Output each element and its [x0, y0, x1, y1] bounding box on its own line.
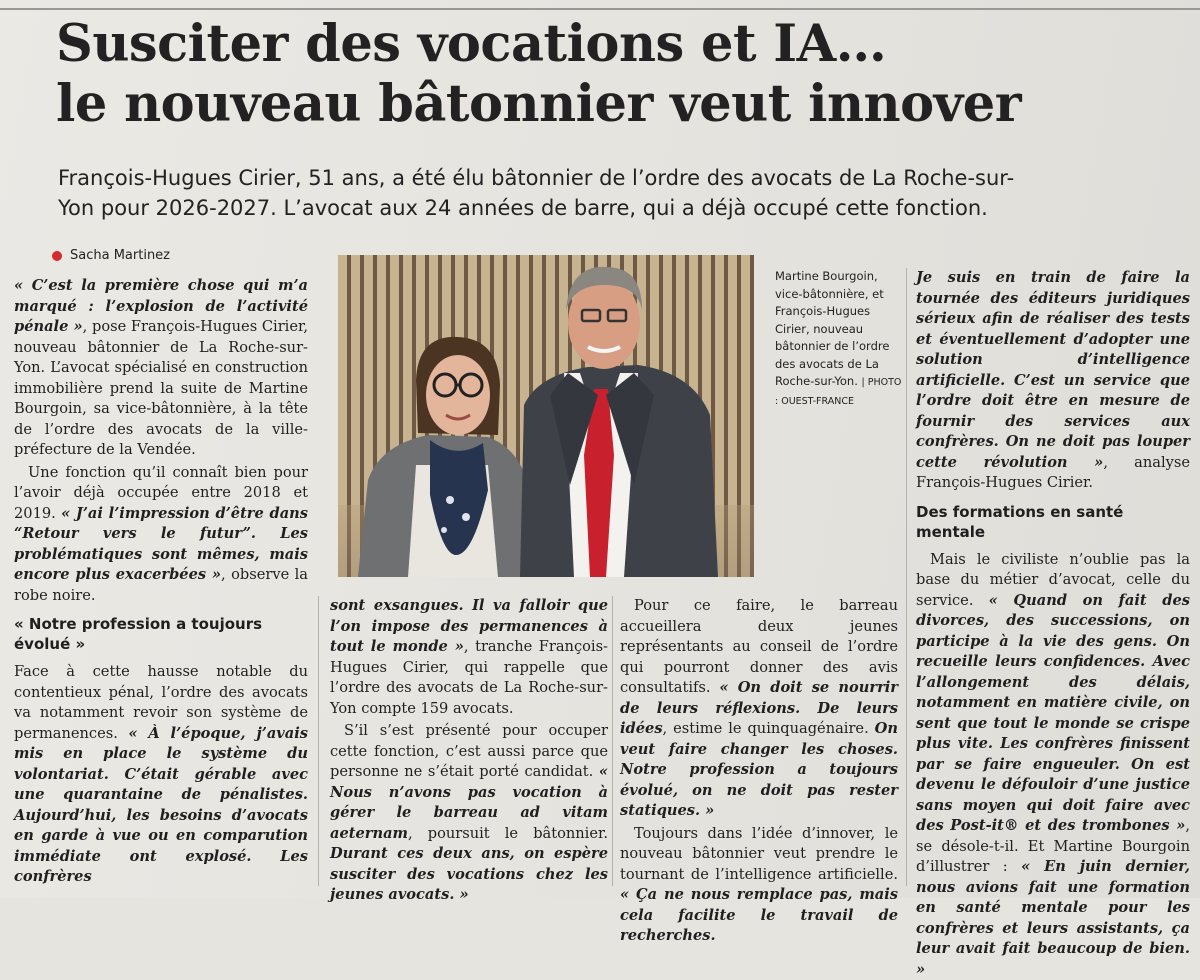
- text: , poursuit le bâtonnier.: [408, 825, 608, 842]
- paragraph: [14, 463, 308, 607]
- byline: [52, 248, 170, 263]
- text: , tranche François-Hugues Cirier, qui rappelle que l’ordre des avocats de La Roche-sur-Yon compte 159 avocats.: [330, 638, 608, 717]
- text: , estime le quinquagénaire.: [663, 720, 875, 737]
- quote: Je suis en train de faire la tournée des éditeurs juridiques sérieux afin de réaliser des tests et éventuellement d’adopter une solution d’intelligence artificielle. C’est un service que l’ordre doit être en mesure de fournir des services aux confrères. On ne doit pas louper cette révolution »: [916, 269, 1190, 471]
- text: , analyse François-Hugues Cirier.: [916, 454, 1190, 492]
- top-rule: [0, 8, 1200, 10]
- caption-text: Martine Bourgoin, vice-bâtonnière, et François-Hugues Cirier, nouveau bâtonnier de l’ordre des avocats de La Roche-sur-Yon.: [775, 269, 889, 388]
- quote: « À l’époque, j’avais mis en place le système du volontariat. C’était gérable avec une quarantaine de pénalistes. Aujourd’hui, les besoins d’avocats en garde à vue ou en comparution immédiate ont explosé. Les confrères: [14, 725, 308, 886]
- author-name: Sacha Martinez: [70, 248, 170, 263]
- article-photo: [338, 255, 754, 577]
- quote: « En juin dernier, nous avions fait une formation en santé mentale pour les confrères et leurs assistants, ça leur avait fait beaucoup de bien. »: [916, 858, 1190, 978]
- headline-line-1: Susciter des vocations et IA…: [56, 14, 1176, 74]
- column-1: [14, 276, 308, 888]
- paragraph: [916, 268, 1190, 494]
- quote: Durant ces deux ans, on espère susciter des vocations chez les jeunes avocats. »: [330, 845, 608, 903]
- text: , se désole-t-il. Et Martine Bourgoin d’illustrer :: [916, 817, 1190, 875]
- subheading: Des formations en santé mentale: [916, 502, 1190, 542]
- standfirst-line-1: François-Hugues Cirier, 51 ans, a été élu bâtonnier de l’ordre des avocats de La Roche-sur-: [58, 163, 1148, 193]
- column-3: [620, 596, 898, 947]
- column-divider: [906, 268, 907, 886]
- paragraph: [620, 824, 898, 947]
- quote: sont exsangues. Il va falloir que l’on impose des permanences à tout le monde »: [330, 597, 608, 655]
- column-divider: [318, 596, 319, 886]
- quote: « Ça ne nous remplace pas, mais cela facilite le travail de recherches.: [620, 886, 898, 944]
- portrait-illustration: [338, 255, 754, 577]
- paragraph: [916, 550, 1190, 980]
- column-4: [916, 268, 1190, 980]
- quote: « Nous n’avons pas vocation à gérer le barreau ad vitam aeternam: [330, 763, 608, 842]
- quote: « Quand on fait des divorces, des successions, on participe à la vie des gens. On recueille leurs confidences. Avec l’allongement des délais, notamment en matière civile, on sent que tout le monde se crispe plus vite. Les confrères finissent par se faire engueuler. On est devenu le défouloir d’une justice sans moyen qui doit faire avec des Post-it® et des trombones »: [916, 592, 1190, 835]
- paragraph: [330, 596, 608, 719]
- text: Pour ce faire, le barreau accueillera deux jeunes représentants au conseil de l’ordre qui pourront donner des avis consultatifs.: [620, 597, 898, 696]
- text: S’il s’est présenté pour occuper cette fonction, c’est aussi parce que personne ne s’était porté candidat.: [330, 722, 608, 780]
- text: Mais le civiliste n’oublie pas la base du métier d’avocat, celle du service.: [916, 551, 1190, 609]
- paragraph: [14, 276, 308, 461]
- text: Face à cette hausse notable du contentieux pénal, l’ordre des avocats va notamment revoir son système de permanences.: [14, 663, 308, 742]
- photo-caption: [775, 268, 905, 410]
- paragraph: [620, 596, 898, 822]
- quote: « On doit se nourrir de leurs réflexions. De leurs idées: [620, 679, 898, 737]
- text: , pose François-Hugues Cirier, nouveau bâtonnier de La Roche-sur-Yon. L’avocat spécialisé en construction immobilière prend la suite de Martine Bourgoin, sa vice-bâtonnière, à la tête de l’ordre des avocats de la ville-préfecture de la Vendée.: [14, 318, 308, 458]
- text: , observe la robe noire.: [14, 566, 308, 604]
- standfirst: [58, 163, 1148, 223]
- text: Une fonction qu’il connaît bien pour l’avoir déjà occupée entre 2018 et 2019.: [14, 464, 308, 522]
- quote: « C’est la première chose qui m’a marqué : l’explosion de l’activité pénale »: [14, 277, 308, 335]
- standfirst-line-2: Yon pour 2026-2027. L’avocat aux 24 années de barre, qui a déjà occupé cette fonction.: [58, 193, 1148, 223]
- quote: On veut faire changer les choses. Notre profession a toujours évolué, on ne doit pas rester statiques. »: [620, 720, 898, 819]
- column-divider: [612, 596, 613, 886]
- photo-credit: | PHOTO : OUEST-FRANCE: [775, 377, 901, 407]
- headline-line-2: le nouveau bâtonnier veut innover: [56, 74, 1176, 134]
- column-2: [330, 596, 608, 906]
- text: Toujours dans l’idée d’innover, le nouveau bâtonnier veut prendre le tournant de l’intelligence artificielle.: [620, 825, 898, 883]
- paragraph: [330, 721, 608, 906]
- paragraph: [14, 662, 308, 888]
- quote: « J’ai l’impression d’être dans “Retour vers le futur”. Les problématiques sont mêmes, mais encore plus exacerbées »: [14, 505, 308, 584]
- byline-dot-icon: [52, 251, 62, 261]
- subheading: « Notre profession a toujours évolué »: [14, 614, 308, 654]
- headline: [56, 14, 1176, 134]
